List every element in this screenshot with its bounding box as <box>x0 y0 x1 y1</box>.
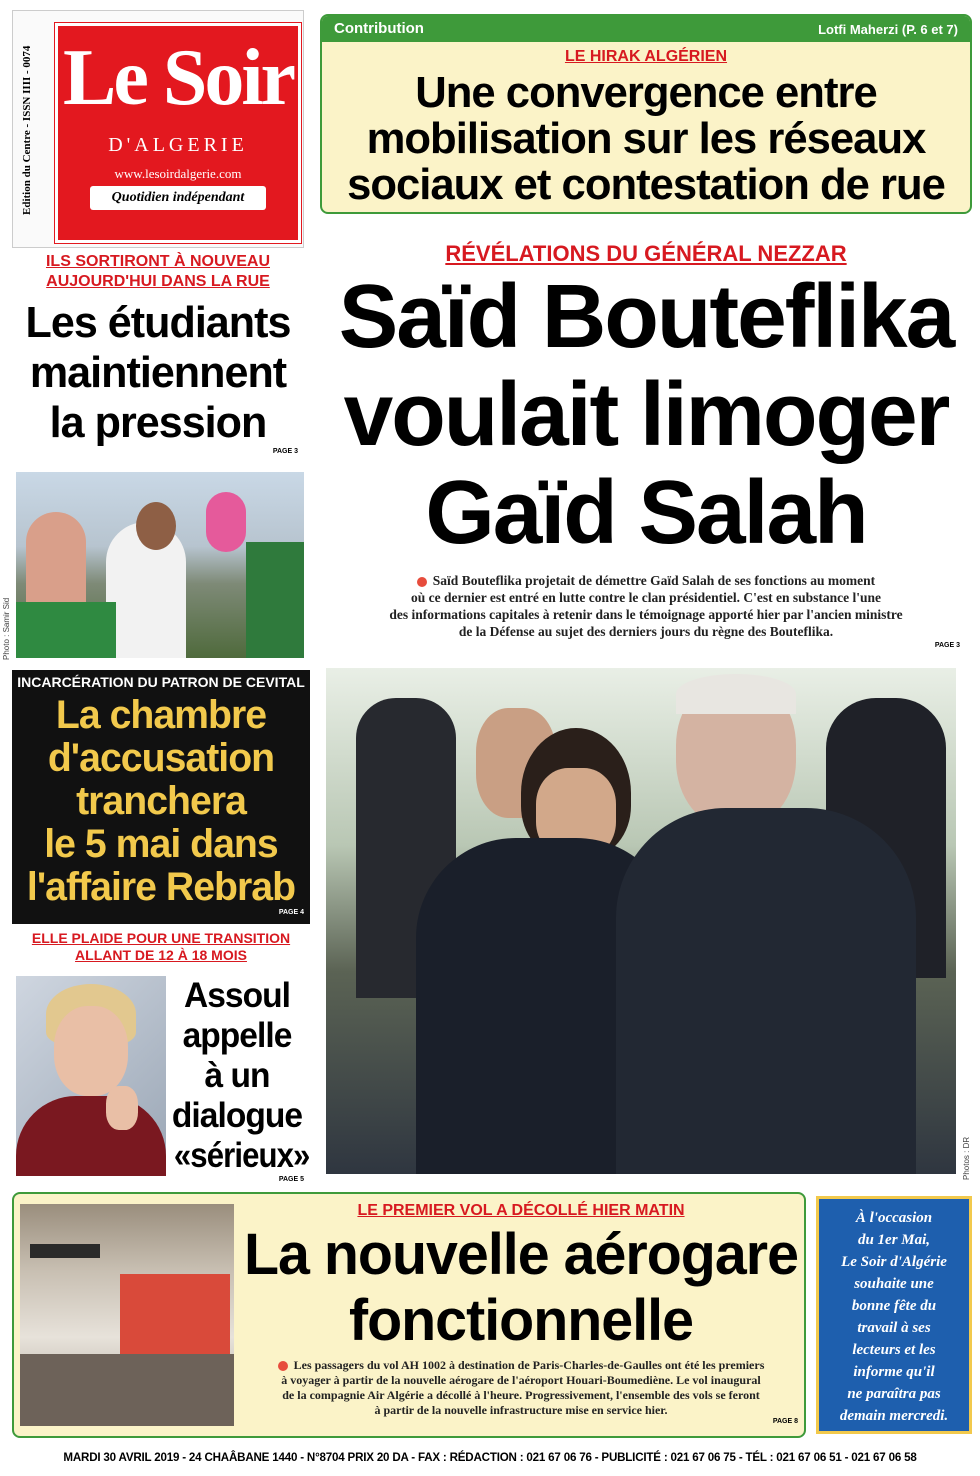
assoul-headline-line: «sérieux» <box>173 1136 310 1175</box>
assoul-kicker-line: ALLANT DE 12 À 18 MOIS <box>75 947 247 963</box>
may-day-line: ne paraîtra pas <box>847 1386 941 1402</box>
logo-title: Le Soir <box>62 34 294 122</box>
may-day-line: Le Soir d'Algérie <box>841 1254 947 1270</box>
main-body-line: de la Défense au sujet des derniers jours du règne des Bouteflika. <box>458 624 834 639</box>
students-photo <box>16 472 304 658</box>
airport-body-line: à voyager à partir de la nouvelle aérogare de l'aéroport Houari-Boumediène. Le vol inaugural <box>281 1373 761 1387</box>
main-headline-line: voulait limoger <box>343 365 949 465</box>
tagline-text: Quotidien indépendant <box>111 190 245 205</box>
cevital-box <box>12 670 310 924</box>
contribution-box <box>320 14 972 214</box>
main-body-line: des informations capitales à retenir dans le témoignage apporté hier par l'ancien ministre <box>389 607 903 622</box>
airport-body-line: à partir de la nouvelle infrastructure mise en service hier. <box>374 1403 668 1417</box>
may-day-line: bonne fête du <box>851 1298 937 1314</box>
airport-content <box>240 1200 802 1425</box>
footer-text: MARDI 30 AVRIL 2019 - 24 CHAÂBANE 1440 - N°8704 PRIX 20 DA - FAX : RÉDACTION : 021 67 06 76 - PUBLICITÉ : 021 67 06 75 - TÉL : 021 67 06 51 - 021 67 06 58 <box>63 1451 917 1464</box>
issn-text: Edition du Centre - ISSN IIII - 0074 <box>21 45 33 215</box>
website-text: www.lesoirdalgerie.com <box>114 166 242 181</box>
main-headline-line: Saïd Bouteflika <box>338 267 954 367</box>
main-kicker: RÉVÉLATIONS DU GÉNÉRAL NEZZAR <box>445 241 847 266</box>
contribution-headline-line: mobilisation sur les réseaux <box>366 114 926 163</box>
main-photo <box>326 668 956 1174</box>
airport-body <box>240 1358 802 1418</box>
assoul-headline <box>166 976 308 1183</box>
assoul-page-ref: PAGE 5 <box>278 1176 304 1183</box>
students-headline-line: maintiennent <box>29 348 287 397</box>
cevital-headline-line: le 5 mai dans <box>44 822 278 866</box>
may-day-line: demain mercredi. <box>839 1408 949 1424</box>
cevital-page-ref: PAGE 4 <box>278 909 304 916</box>
main-headline-line: Gaïd Salah <box>425 463 867 563</box>
assoul-headline-line: dialogue <box>171 1096 303 1135</box>
students-kicker-line: AUJOURD'HUI DANS LA RUE <box>46 273 270 290</box>
bullet-icon <box>278 1361 288 1371</box>
main-body-line: où ce dernier est entré en lutte contre le clan présidentiel. C'est en substance l'une <box>410 590 882 605</box>
may-day-line: informe qu'il <box>853 1364 935 1380</box>
logo <box>55 23 301 243</box>
students-headline-line: Les étudiants <box>25 298 291 347</box>
main-page-ref: PAGE 3 <box>934 642 960 649</box>
airport-body-line: Les passagers du vol AH 1002 à destination de Paris-Charles-de-Gaulles ont été les premiers <box>240 1358 802 1373</box>
bullet-icon <box>417 577 427 587</box>
assoul-photo <box>16 976 166 1176</box>
footer-bar <box>0 1444 980 1472</box>
assoul-headline-line: appelle <box>182 1016 292 1055</box>
students-kicker-line: ILS SORTIRONT À NOUVEAU <box>45 253 270 270</box>
tagline-badge <box>90 186 266 210</box>
airport-headline-line: La nouvelle aérogare <box>243 1222 799 1287</box>
cevital-kicker: INCARCÉRATION DU PATRON DE CEVITAL <box>17 674 305 690</box>
airport-headline-line: fonctionnelle <box>348 1288 694 1353</box>
cevital-headline-line: l'affaire Rebrab <box>26 865 296 909</box>
may-day-line: travail à ses <box>857 1320 931 1336</box>
students-page-ref: PAGE 3 <box>272 448 298 455</box>
assoul-kicker-line: ELLE PLAIDE POUR UNE TRANSITION <box>31 930 291 946</box>
may-day-line: souhaite une <box>854 1276 934 1292</box>
main-body <box>320 572 972 640</box>
may-day-line: du 1er Mai, <box>857 1232 931 1248</box>
contribution-author: Lotfi Maherzi (P. 6 et 7) <box>818 22 958 37</box>
airport-box <box>12 1192 806 1438</box>
airport-photo <box>20 1204 234 1426</box>
contribution-headline-line: Une convergence entre <box>415 68 877 117</box>
contribution-bar <box>322 16 970 42</box>
cevital-headline-line: La chambre <box>55 693 267 737</box>
may-day-line: lecteurs et les <box>852 1342 936 1358</box>
masthead <box>12 10 304 248</box>
contribution-kicker: LE HIRAK ALGÉRIEN <box>564 48 728 65</box>
airport-page-ref: PAGE 8 <box>772 1418 798 1425</box>
students-headline-line: la pression <box>49 398 267 447</box>
contribution-headline-line: sociaux et contestation de rue <box>347 160 945 209</box>
contribution-label: Contribution <box>334 20 424 37</box>
cevital-headline-line: d'accusation <box>47 736 275 780</box>
airport-kicker: LE PREMIER VOL A DÉCOLLÉ HIER MATIN <box>357 1202 685 1219</box>
may-day-box <box>816 1196 972 1434</box>
may-day-line: À l'occasion <box>855 1210 933 1226</box>
main-body-line: Saïd Bouteflika projetait de démettre Gaïd Salah de ses fonctions au moment <box>320 572 972 589</box>
cevital-headline-line: tranchera <box>76 779 246 823</box>
students-photo-credit: Photo : Samir Sid <box>2 597 11 660</box>
main-photo-credit: Photos : DR <box>962 1136 971 1180</box>
contribution-headline <box>322 70 970 208</box>
airport-body-line: de la compagnie Air Algérie a décollé à l'heure. Progressivement, l'ensemble des vols se feront <box>282 1388 760 1402</box>
assoul-headline-line: à un <box>204 1056 270 1095</box>
main-section <box>320 236 972 664</box>
logo-subtitle: D'ALGERIE <box>108 134 248 156</box>
assoul-headline-line: Assoul <box>183 976 291 1015</box>
